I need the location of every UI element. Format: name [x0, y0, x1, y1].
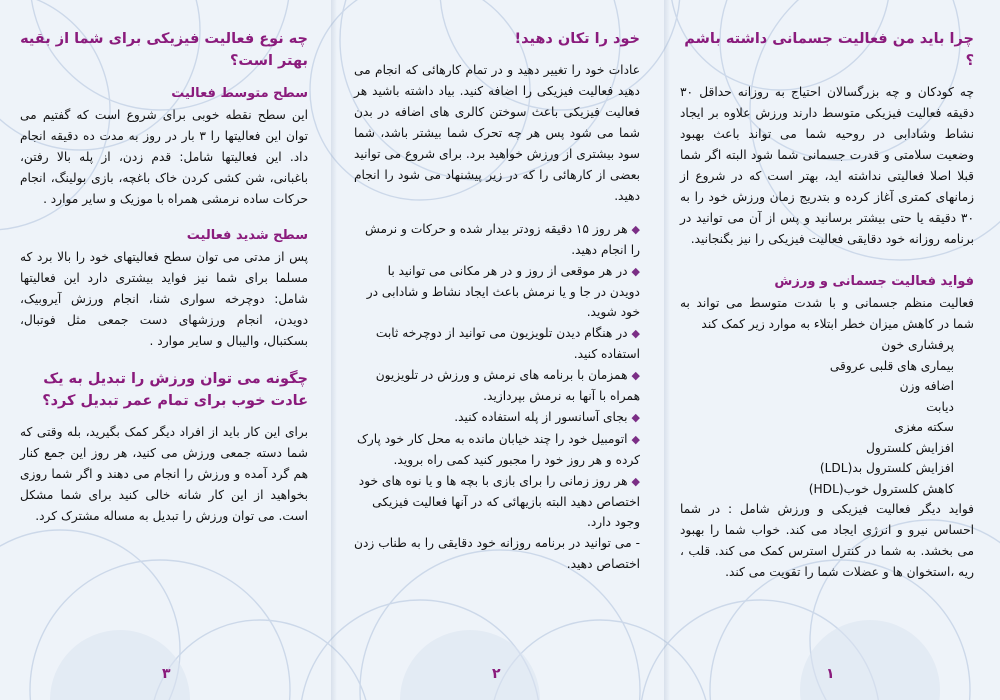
benefits-title: فواید فعالیت جسمانی و ورزش	[774, 274, 974, 289]
diamond-icon: ◆	[631, 265, 640, 278]
panel-2-intro: عادات خود را تغییر دهید و در تمام کارهائی که انجام می دهید فعالیت فیزیکی را اضافه کنید. بیاد داشته باشید هر فعالیت فیزیکی باعث سوختن کالری های اضافه در بدن شما می شود پس هر چه تحرک شما بیشتر باشد، شما سود بیشتری از ورزش خواهید برد. برای شروع می توانید بعضی از کارهائی را که در زیر پیشنهاد می شود را انجام دهید.	[354, 63, 640, 203]
list-item: ◆هر روز زمانی را برای بازی با بچه ها و یا نوه های خود اختصاص دهید البته بازیهائی که در آنها فعالیت فیزیکی وجود دارد.	[358, 474, 640, 529]
panel-3-title: چه نوع فعالیت فیزیکی برای شما از بقیه بهتر است؟	[20, 31, 308, 69]
diamond-icon: ◆	[631, 369, 640, 382]
benefits-intro: فعالیت منظم جسمانی و با شدت متوسط می تواند به شما در کاهش میزان خطر ابتلاء به موارد زیر کمک کند	[680, 296, 974, 331]
list-item: افزایش کلسترول بد(LDL)	[819, 461, 954, 475]
moderate-level-title: سطح متوسط فعالیت	[171, 86, 308, 101]
list-item: پرفشاری خون	[881, 338, 954, 352]
diamond-icon: ◆	[631, 433, 640, 446]
intense-level-text: پس از مدتی می توان سطح فعالیتهای خود را بالا برد که مسلما برای شما نیز فواید بیشتری دارد این فعالیتها شامل: دوچرخه سواری شنا، انجام ورزش آیروبیک، دویدن، انجام ورزشهای دست جمعی مثل فوتبال، بسکتبال، والیبال و سایر موارد .	[20, 250, 308, 348]
other-benefits: فواید دیگر فعالیت فیزیکی و ورزش شامل : در شما احساس نیرو و انرژی ایجاد می کند. خواب شما را بهبود می بخشد. به شما در کنترل استرس کمک می کند. قلب ، ریه ،استخوان ها و عضلات شما را تقویت می کند.	[680, 502, 974, 579]
diamond-icon: ◆	[631, 327, 640, 340]
diamond-icon: ◆	[631, 223, 640, 236]
list-item: ◆همزمان با برنامه های نرمش و ورزش در تلویزیون همراه با آنها به نرمش بپردازید.	[375, 368, 640, 403]
diamond-icon: ◆	[631, 475, 640, 488]
panel-1-intro: چه کودکان و چه بزرگسالان احتیاج به روزانه حداقل ۳۰ دقیقه فعالیت فیزیکی متوسط دارند ورزش علاوه بر ایجاد نشاط وشادابی در روحیه شما می تواند باعث بهبود وضعیت سلامتی و قدرت جسمانی شما شود البته اگر شما قبلا اصلا فعالیتی نداشته اید، بهتر است که در شروع از زمانهای کمتری آغاز کرده و بتدریج زمان ورزش خود را به ۳۰ دقیقه یا حتی بیشتر برسانید و پس از آن می توانید در برنامه روزانه خود دقایقی فعالیت فیزیکی را نیز بگنجانید.	[680, 85, 974, 246]
tips-list	[354, 219, 640, 532]
list-item: ◆هر روز ۱۵ دقیقه زودتر بیدار شده و حرکات و نرمش را انجام دهید.	[365, 222, 640, 257]
panel-3	[0, 0, 334, 700]
habit-text: برای این کار باید از افراد دیگر کمک بگیرید، بله وقتی که شما دسته جمعی ورزش می کنید، هر روز این جمع کنار هم گرد آمده و ورزش را انجام می دهند و اگر شما روزی بخواهید از این کار شانه خالی کنید برای شما مشکل است. می توان ورزش را تبدیل به مساله مشترک کرد.	[20, 425, 308, 523]
page-number-3: ۳	[162, 666, 171, 682]
panel-1	[668, 0, 1000, 700]
list-item: ◆در هنگام دیدن تلویزیون می توانید از دوچرخه ثابت استفاده کنید.	[375, 326, 640, 361]
habit-title: چگونه می توان ورزش را تبدیل به یک عادت خوب برای تمام عمر تبدیل کرد؟	[42, 371, 308, 409]
benefits-list	[680, 335, 974, 499]
list-item: اضافه وزن	[899, 379, 954, 393]
panel-2-title: خود را تکان دهید!	[514, 31, 640, 47]
page-number-1: ۱	[826, 666, 835, 682]
list-item: دیابت	[926, 399, 954, 414]
intense-level-title: سطح شدید فعالیت	[186, 228, 308, 243]
list-item: بیماری های قلبی عروقی	[829, 358, 954, 373]
list-item: کاهش کلسترول خوب(HDL)	[808, 481, 954, 496]
list-item: سکته مغزی	[894, 420, 954, 434]
list-item: ◆بجای آسانسور از پله استفاده کنید.	[454, 410, 640, 424]
tips-closing: - می توانید در برنامه روزانه خود دقایقی را به طناب زدن اختصاص دهید.	[354, 536, 640, 571]
panel-1-title: چرا باید من فعالیت جسمانی داشته باشم ؟	[684, 31, 974, 69]
panel-2	[334, 0, 668, 700]
moderate-level-text: این سطح نقطه خوبی برای شروع است که گفتیم می توان این فعالیتها را ۳ بار در روز به مدت ده دقیقه انجام داد. این فعالیتها شامل: قدم زدن، از پله بالا رفتن، باغبانی، شن کشی کردن خاک باغچه، بازی بولینگ، انجام حرکات ساده نرمشی همراه با موزیک و سایر موارد .	[20, 108, 309, 206]
list-item: افزایش کلسترول	[866, 440, 954, 455]
list-item: ◆در هر موقعی از روز و در هر مکانی می توانید با دویدن در جا و یا نرمش باعث ایجاد نشاط و شادابی در خود شوید.	[366, 264, 640, 319]
page-number-2: ۲	[492, 666, 501, 682]
list-item: ◆اتومبیل خود را چند خیابان مانده به محل کار خود پارک کرده و هر روز خود را مجبور کنید کمی راه بروید.	[356, 432, 640, 467]
diamond-icon: ◆	[631, 411, 640, 424]
